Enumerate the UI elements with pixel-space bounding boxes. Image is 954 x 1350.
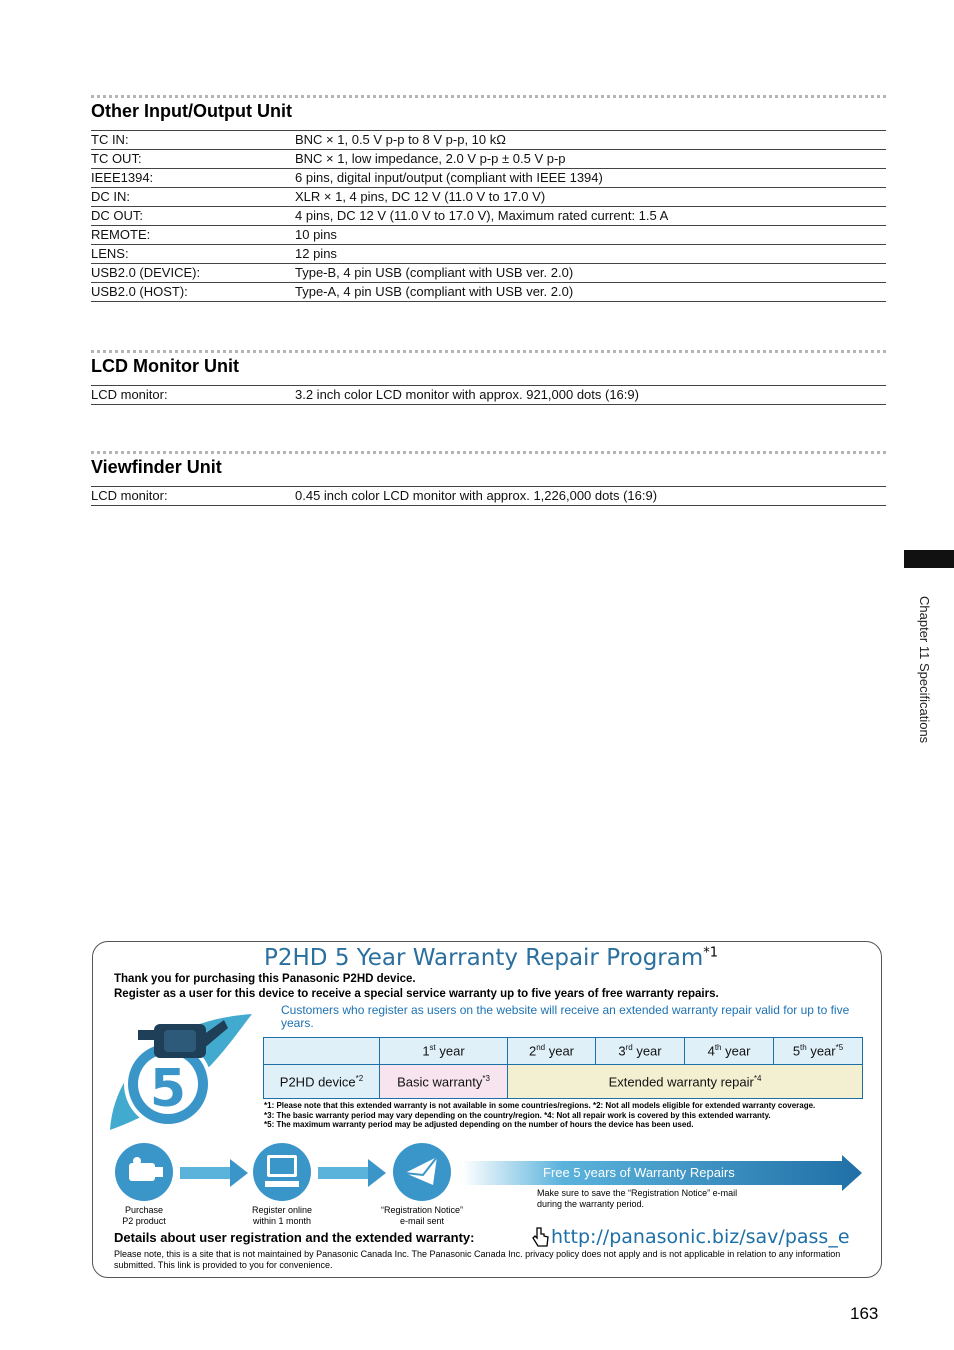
year-word: year	[806, 1043, 836, 1059]
step-label-email	[368, 1205, 476, 1227]
spec-value: Type-B, 4 pin USB (compliant with USB ver. 2.0)	[295, 264, 886, 283]
svg-text:5: 5	[149, 1059, 187, 1119]
spec-key: TC IN:	[91, 131, 295, 150]
spec-key: DC IN:	[91, 188, 295, 207]
spec-table-viewfinder	[91, 486, 886, 506]
section-divider	[91, 350, 886, 353]
chapter-side-label: Chapter 11 Specifications	[917, 596, 932, 744]
section-divider	[91, 451, 886, 454]
spec-value: 3.2 inch color LCD monitor with approx. 921,000 dots (16:9)	[295, 386, 886, 405]
spec-row	[91, 188, 886, 207]
footnote-mark: *2	[355, 1073, 364, 1083]
spec-table-other-io	[91, 130, 886, 302]
year-num: 3	[618, 1043, 626, 1059]
warranty-year-table	[263, 1037, 863, 1099]
warranty-register-line	[114, 988, 719, 1000]
table-corner-cell	[264, 1038, 380, 1065]
spec-value: XLR × 1, 4 pins, DC 12 V (11.0 V to 17.0 V)	[295, 188, 886, 207]
footnote-mark: *5	[835, 1043, 844, 1053]
year-num: 1	[422, 1043, 430, 1059]
year-suffix: th	[800, 1043, 807, 1053]
spec-row	[91, 386, 886, 405]
spec-value: 6 pins, digital input/output (compliant with IEEE 1394)	[295, 169, 886, 188]
spec-value: Type-A, 4 pin USB (compliant with USB ver. 2.0)	[295, 283, 886, 302]
year-num: 2	[528, 1043, 537, 1059]
footnote: *3: The basic warranty period may vary depending on the country/region. *4: Not all repair work is covered by this extended warranty.	[264, 1110, 771, 1120]
year-num: 4	[707, 1043, 715, 1059]
spec-row	[91, 226, 886, 245]
device-label: P2HD device	[279, 1074, 356, 1090]
spec-row	[91, 131, 886, 150]
step-label-line: Register online	[251, 1205, 313, 1215]
warranty-line-1: Thank you for purchasing this Panasonic P2HD device.	[114, 973, 416, 985]
free-warranty-note	[537, 1188, 737, 1210]
spec-key: LENS:	[91, 245, 295, 264]
register-computer-icon	[253, 1143, 311, 1201]
disclaimer-text: Please note, this is a site that is not maintained by Panasonic Canada Inc. The Panasonic Canada Inc. privacy policy does not apply and is not applicable in relation to any information submitted. This link is provided to you for convenience.	[114, 1249, 841, 1270]
spec-row	[91, 150, 886, 169]
spec-value: BNC × 1, 0.5 V p-p to 8 V p-p, 10 kΩ	[295, 131, 886, 150]
year-cell	[380, 1038, 508, 1065]
spec-value: 10 pins	[295, 226, 886, 245]
year-word: year	[721, 1043, 751, 1059]
spec-key: LCD monitor:	[91, 487, 295, 506]
footnote-mark: *4	[753, 1073, 762, 1083]
purchase-camera-icon	[115, 1143, 173, 1201]
footnote-mark: *3	[482, 1073, 490, 1083]
spec-row	[91, 245, 886, 264]
footnote-mark: *1	[703, 945, 719, 961]
device-cell	[264, 1065, 380, 1099]
warranty-footnotes	[264, 1101, 864, 1130]
spec-value: 0.45 inch color LCD monitor with approx. 1,226,000 dots (16:9)	[295, 487, 886, 506]
spec-row	[91, 169, 886, 188]
spec-value: 12 pins	[295, 245, 886, 264]
arrow-right-icon	[180, 1157, 248, 1189]
section-title-viewfinder: Viewfinder Unit	[91, 457, 222, 477]
five-year-warranty-badge-icon	[104, 1010, 256, 1135]
registration-link[interactable]: http://panasonic.biz/sav/pass_e	[551, 1226, 850, 1248]
arrow-right-icon	[318, 1157, 386, 1189]
chapter-tab-marker	[904, 550, 954, 568]
basic-warranty-cell	[380, 1065, 508, 1099]
spec-key: REMOTE:	[91, 226, 295, 245]
warranty-thanks-line	[114, 973, 416, 985]
footnote: *5: The maximum warranty period may be adjusted depending on the number of hours the device has been used.	[264, 1120, 694, 1129]
pointing-hand-icon	[532, 1227, 550, 1247]
step-label-line: Purchase	[124, 1205, 164, 1215]
year-cell	[774, 1038, 863, 1065]
step-label-line: “Registration Notice”	[380, 1205, 464, 1215]
year-num: 5	[792, 1043, 801, 1059]
year-suffix: th	[714, 1043, 722, 1053]
step-label-line: e-mail sent	[399, 1216, 444, 1226]
spec-row	[91, 264, 886, 283]
year-suffix: rd	[625, 1043, 633, 1053]
step-label-purchase	[104, 1205, 184, 1227]
warranty-blue-note: Customers who register as users on the website will receive an extended warranty repair valid for up to five years.	[281, 1003, 850, 1030]
year-suffix: st	[429, 1043, 436, 1053]
free-warranty-label: Free 5 years of Warranty Repairs	[543, 1165, 735, 1180]
spec-key: USB2.0 (DEVICE):	[91, 264, 295, 283]
section-title-other-io: Other Input/Output Unit	[91, 101, 292, 121]
spec-key: DC OUT:	[91, 207, 295, 226]
spec-key: USB2.0 (HOST):	[91, 283, 295, 302]
step-label-line: P2 product	[122, 1216, 166, 1226]
year-word: year	[545, 1043, 575, 1059]
step-label-register	[240, 1205, 324, 1227]
spec-table-lcd	[91, 385, 886, 405]
spec-key: LCD monitor:	[91, 386, 295, 405]
spec-value: BNC × 1, low impedance, 2.0 V p-p ± 0.5 V p-p	[295, 150, 886, 169]
year-cell	[685, 1038, 774, 1065]
spec-row	[91, 207, 886, 226]
warranty-title	[264, 945, 718, 971]
email-envelope-icon	[393, 1143, 451, 1201]
note-line: during the warranty period.	[537, 1199, 645, 1209]
warranty-line-2: Register as a user for this device to receive a special service warranty up to five years of free warranty repairs.	[114, 988, 719, 1000]
footnote: *1: Please note that this extended warranty is not available in some countries/regions. *2: Not all models eligible for extended warranty coverage.	[264, 1101, 816, 1110]
warranty-title-text: P2HD 5 Year Warranty Repair Program	[264, 945, 704, 971]
basic-warranty-label: Basic warranty	[397, 1074, 483, 1090]
year-word: year	[435, 1043, 465, 1059]
spec-key: IEEE1394:	[91, 169, 295, 188]
section-divider	[91, 95, 886, 98]
note-line: Make sure to save the “Registration Notice” e-mail	[537, 1188, 738, 1198]
section-title-lcd: LCD Monitor Unit	[91, 356, 239, 376]
year-cell	[508, 1038, 596, 1065]
spec-row	[91, 283, 886, 302]
extended-warranty-label: Extended warranty repair	[608, 1074, 754, 1090]
spec-key: TC OUT:	[91, 150, 295, 169]
page-number: 163	[850, 1304, 879, 1323]
details-label: Details about user registration and the extended warranty:	[114, 1230, 475, 1245]
year-word: year	[632, 1043, 662, 1059]
extended-warranty-cell	[508, 1065, 863, 1099]
year-suffix: nd	[536, 1043, 546, 1053]
year-cell	[596, 1038, 685, 1065]
spec-row	[91, 487, 886, 506]
step-label-line: within 1 month	[252, 1216, 312, 1226]
spec-value: 4 pins, DC 12 V (11.0 V to 17.0 V), Maximum rated current: 1.5 A	[295, 207, 886, 226]
